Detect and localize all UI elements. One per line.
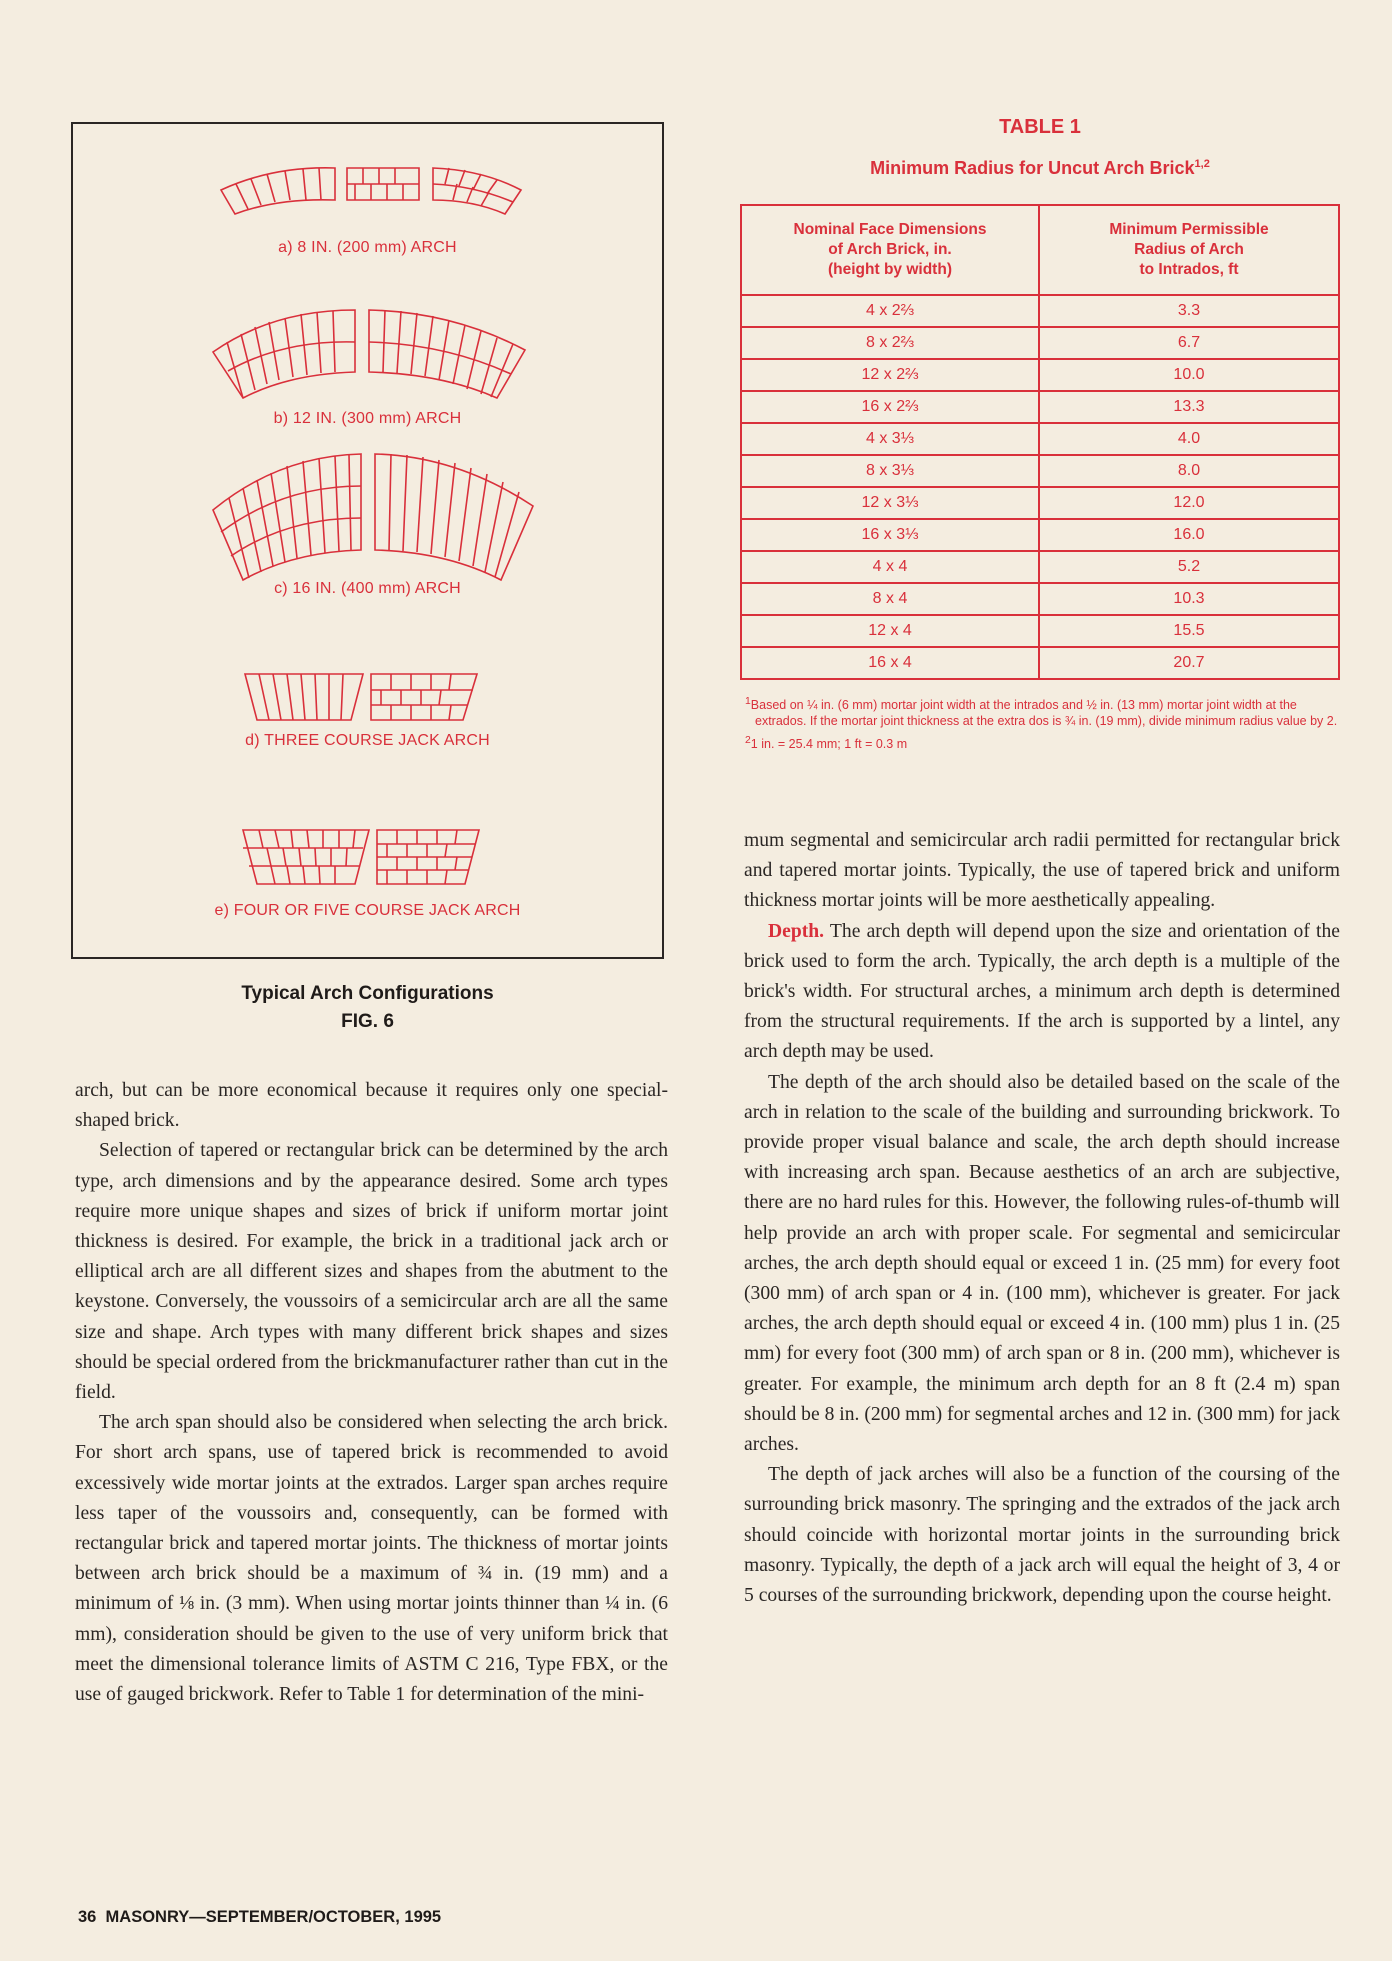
arch-8in-illustration [73, 158, 662, 218]
table-footnote-1: $^1$Based on ¼ in. (6 mm) mortar joint width at the intrados and ½ in. (13 mm) mortar joint width at the extrados. If the mortar joint thickness at the extra dos is ¾ in. (19 mm), divide minimum radius value by 2. [745, 696, 1338, 729]
radius-cell: 6.7 [1039, 327, 1339, 359]
page-number: 36 [78, 1908, 97, 1926]
radius-cell: 5.2 [1039, 551, 1339, 583]
table-row [741, 487, 1339, 519]
paragraph: The depth of the arch should also be detailed based on the scale of the arch in relation to the scale of the building and surrounding brickwork. To provide proper visual balance and scale, the arch depth should increase with increasing arch span. Because aesthetics of an arch are subjective, there are no hard rules for this. However, the following rules-of-thumb will help provide an arch with proper scale. For segmental and semicircular arches, the arch depth should equal or exceed 1 in. (25 mm) for every foot (300 mm) of arch span or 4 in. (100 mm), whichever is greater. For jack arches, the arch depth should equal or exceed 4 in. (100 mm) plus 1 in. (25 mm) for every foot (300 mm) of arch span or 8 in. (200 mm), whichever is greater. For example, the minimum arch depth for an 8 ft (2.4 m) span should be 8 in. (200 mm) for segmental arches and 12 in. (300 mm) for jack arches. [744, 1071, 1340, 1456]
table-subtitle-footnote-refs: 1,2 [1194, 158, 1210, 170]
table-header-radius: Minimum Permissible Radius of Arch to Intrados, ft [1039, 205, 1339, 295]
brick-dimension-cell: 4 x 3⅓ [741, 423, 1039, 455]
table-row [741, 455, 1339, 487]
publication-name: MASONRY—SEPTEMBER/OCTOBER, 1995 [105, 1908, 442, 1926]
figure-label-d: d) THREE COURSE JACK ARCH [245, 732, 490, 749]
brick-dimension-cell: 12 x 2⅔ [741, 359, 1039, 391]
radius-cell: 10.3 [1039, 583, 1339, 615]
table-row [741, 583, 1339, 615]
table-row [741, 551, 1339, 583]
paragraph: The depth of jack arches will also be a function of the coursing of the surrounding brick masonry. The springing and the extrados of the jack arch should coincide with horizontal mortar joints in the surrounding brick masonry. Typically, the depth of a jack arch will equal the height of 3, 4 or 5 courses of the surrounding brickwork, depending upon the course height. [744, 1464, 1340, 1607]
paragraph: The arch span should also be considered when selecting the arch brick. For short arch spans, use of tapered brick is recommended to avoid excessively wide mortar joints at the extrados. Larger span arches require less taper of the voussoirs and, consequently, can be formed with rectangular brick and tapered mortar joints. The thickness of mortar joints between arch brick should be a maximum of ¾ in. (19 mm) and a minimum of ⅛ in. (3 mm). When using mortar joints thinner than ¼ in. (6 mm), consideration should be given to the use of very uniform brick that meet the dimensional tolerance limits of ASTM C 216, Type FBX, or the use of gauged brickwork. Refer to Table 1 for determination of the mini- [75, 1412, 668, 1706]
paragraph: mum segmental and semicircular arch radii permitted for rectangular brick and tapered mortar joints. Typically, the use of tapered brick and uniform thickness mortar joints will be more aesthetically appealing. [744, 830, 1340, 912]
table-footnote-2: $^2$1 in. = 25.4 mm; 1 ft = 0.3 m [745, 735, 908, 752]
table-header-dimensions: Nominal Face Dimensions of Arch Brick, in. (height by width) [741, 205, 1039, 295]
brick-dimension-cell: 16 x 4 [741, 647, 1039, 679]
footnote-1-mark: 1 [745, 696, 751, 707]
table-row [741, 391, 1339, 423]
figure-label-c: c) 16 IN. (400 mm) ARCH [274, 580, 461, 597]
radius-cell: 16.0 [1039, 519, 1339, 551]
paragraph: Selection of tapered or rectangular brick can be determined by the arch type, arch dimensions and by the appearance desired. Some arch types require more unique shapes and sizes of brick if uniform mortar joint thickness is desired. For example, the brick in a traditional jack arch or elliptical arch are all different sizes and shapes from the abutment to the keystone. Conversely, the voussoirs of a semicircular arch are all the same size and shape. Arch types with many different brick shapes and sizes should be special ordered from the brickmanufacturer rather than cut in the field. [75, 1140, 668, 1404]
table-footnotes [745, 694, 1341, 752]
table-header-row [741, 205, 1339, 295]
radius-cell: 4.0 [1039, 423, 1339, 455]
radius-cell: 3.3 [1039, 295, 1339, 327]
paragraph-depth: Depth. The arch depth will depend upon the size and orientation of the brick used to form the arch. Typically, the arch depth is a multiple of the brick's width. For structural arches, a minimum arch depth is determined from the structural requirements. If the arch is supported by a lintel, any arch depth may be used. [744, 920, 1340, 1063]
paragraph: arch, but can be more economical because it requires only one special-shaped brick. [75, 1080, 668, 1132]
minimum-radius-table [740, 204, 1340, 680]
table-subtitle-text: Minimum Radius for Uncut Arch Brick [870, 158, 1195, 178]
table-row [741, 359, 1339, 391]
left-text-column [75, 1076, 668, 1710]
radius-cell: 10.0 [1039, 359, 1339, 391]
figure-6-box [71, 122, 664, 959]
table-row [741, 327, 1339, 359]
section-run-in-head: Depth. [768, 920, 825, 942]
table-row [741, 647, 1339, 679]
figure-label-b: b) 12 IN. (300 mm) ARCH [273, 410, 462, 427]
arch-12in-illustration [73, 302, 662, 402]
table-title: TABLE 1 [999, 116, 1081, 138]
radius-cell: 15.5 [1039, 615, 1339, 647]
brick-dimension-cell: 8 x 2⅔ [741, 327, 1039, 359]
brick-dimension-cell: 12 x 3⅓ [741, 487, 1039, 519]
figure-label-a: a) 8 IN. (200 mm) ARCH [278, 239, 457, 256]
figure-caption-number: FIG. 6 [341, 1011, 394, 1032]
brick-dimension-cell: 4 x 2⅔ [741, 295, 1039, 327]
table-row [741, 615, 1339, 647]
figure-caption [71, 980, 664, 1036]
four-five-course-jack-arch-illustration [73, 824, 662, 892]
brick-dimension-cell: 8 x 4 [741, 583, 1039, 615]
three-course-jack-arch-illustration [73, 668, 662, 728]
radius-cell: 12.0 [1039, 487, 1339, 519]
radius-cell: 13.3 [1039, 391, 1339, 423]
brick-dimension-cell: 8 x 3⅓ [741, 455, 1039, 487]
right-text-column [744, 826, 1340, 1611]
brick-dimension-cell: 12 x 4 [741, 615, 1039, 647]
table-row [741, 295, 1339, 327]
figure-label-e: e) FOUR OR FIVE COURSE JACK ARCH [214, 902, 521, 919]
brick-dimension-cell: 16 x 3⅓ [741, 519, 1039, 551]
table-row [741, 519, 1339, 551]
arch-16in-illustration [73, 446, 662, 584]
brick-dimension-cell: 16 x 2⅔ [741, 391, 1039, 423]
footnote-2-mark: 2 [745, 735, 751, 747]
radius-cell: 20.7 [1039, 647, 1339, 679]
table-row [741, 423, 1339, 455]
radius-cell: 8.0 [1039, 455, 1339, 487]
table-subtitle [740, 158, 1340, 179]
page-footer [78, 1908, 441, 1927]
figure-caption-title: Typical Arch Configurations [241, 983, 494, 1004]
brick-dimension-cell: 4 x 4 [741, 551, 1039, 583]
